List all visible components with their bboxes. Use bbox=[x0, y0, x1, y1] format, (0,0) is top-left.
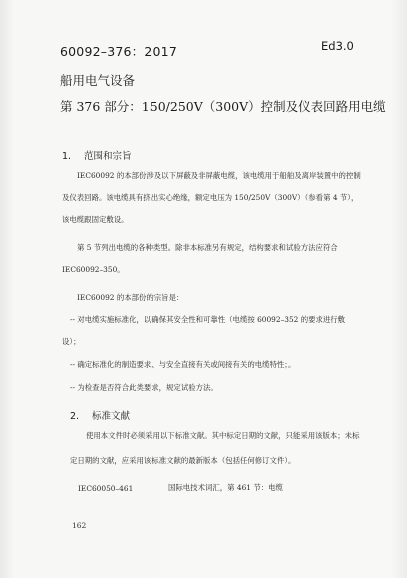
edition-label: Ed3.0 bbox=[321, 39, 354, 53]
body-line: 该电缆跟固定敷设。 bbox=[62, 215, 129, 224]
body-line: 及仪表回路。该电缆具有挤出实心绝缘，额定电压为 150/250V（300V）（参看第 4 节）， bbox=[62, 193, 359, 202]
standard-number: 60092–376：2017 bbox=[60, 44, 177, 59]
list-item: -- 为检查是否符合此类要求，规定试验方法。 bbox=[70, 383, 218, 392]
list-item: -- 确定标准化的制造要求、与安全直接有关或间接有关的电缆特性；。 bbox=[70, 360, 296, 369]
body-line: IEC60092 的本部份涉及以下屏蔽及非屏蔽电缆，该电缆用于船舶及离岸装置中的控制 bbox=[77, 171, 361, 180]
section-title: 范围和宗旨 bbox=[84, 151, 132, 162]
section-number: 2. bbox=[70, 411, 80, 422]
body-line: IEC60092–350。 bbox=[62, 265, 125, 274]
section-heading-references bbox=[70, 408, 130, 422]
page-number: 162 bbox=[72, 521, 87, 530]
body-line: 定日期的文献，应采用该标准文献的最新版本（包括任何修订文件）。 bbox=[70, 456, 296, 465]
section-number: 1. bbox=[62, 151, 72, 162]
document-subtitle: 第 376 部分：150/250V（300V）控制及仪表回路用电缆 bbox=[60, 99, 386, 114]
document-title: 船用电气设备 bbox=[60, 73, 136, 88]
reference-code: IEC60050–461 bbox=[78, 484, 134, 493]
body-line: 设）； bbox=[62, 337, 81, 346]
body-line: IEC60092 的本部份的宗旨是： bbox=[77, 293, 184, 302]
reference-description: 国际电技术词汇，第 461 节：电缆 bbox=[168, 483, 283, 492]
body-line: 第 5 节列出电缆的各种类型。除非本标准另有规定，结构要求和试验方法应符合 bbox=[77, 243, 338, 252]
section-title: 标准文献 bbox=[92, 411, 131, 422]
section-heading-scope bbox=[62, 148, 132, 162]
body-line: 使用本文件时必须采用以下标准文献。其中标定日期的文献，只能采用该版本；未标 bbox=[86, 431, 360, 440]
list-item: -- 对电缆实施标准化，以确保其安全性和可靠性（电缆按 60092–352 的要求进行敷 bbox=[70, 315, 346, 324]
